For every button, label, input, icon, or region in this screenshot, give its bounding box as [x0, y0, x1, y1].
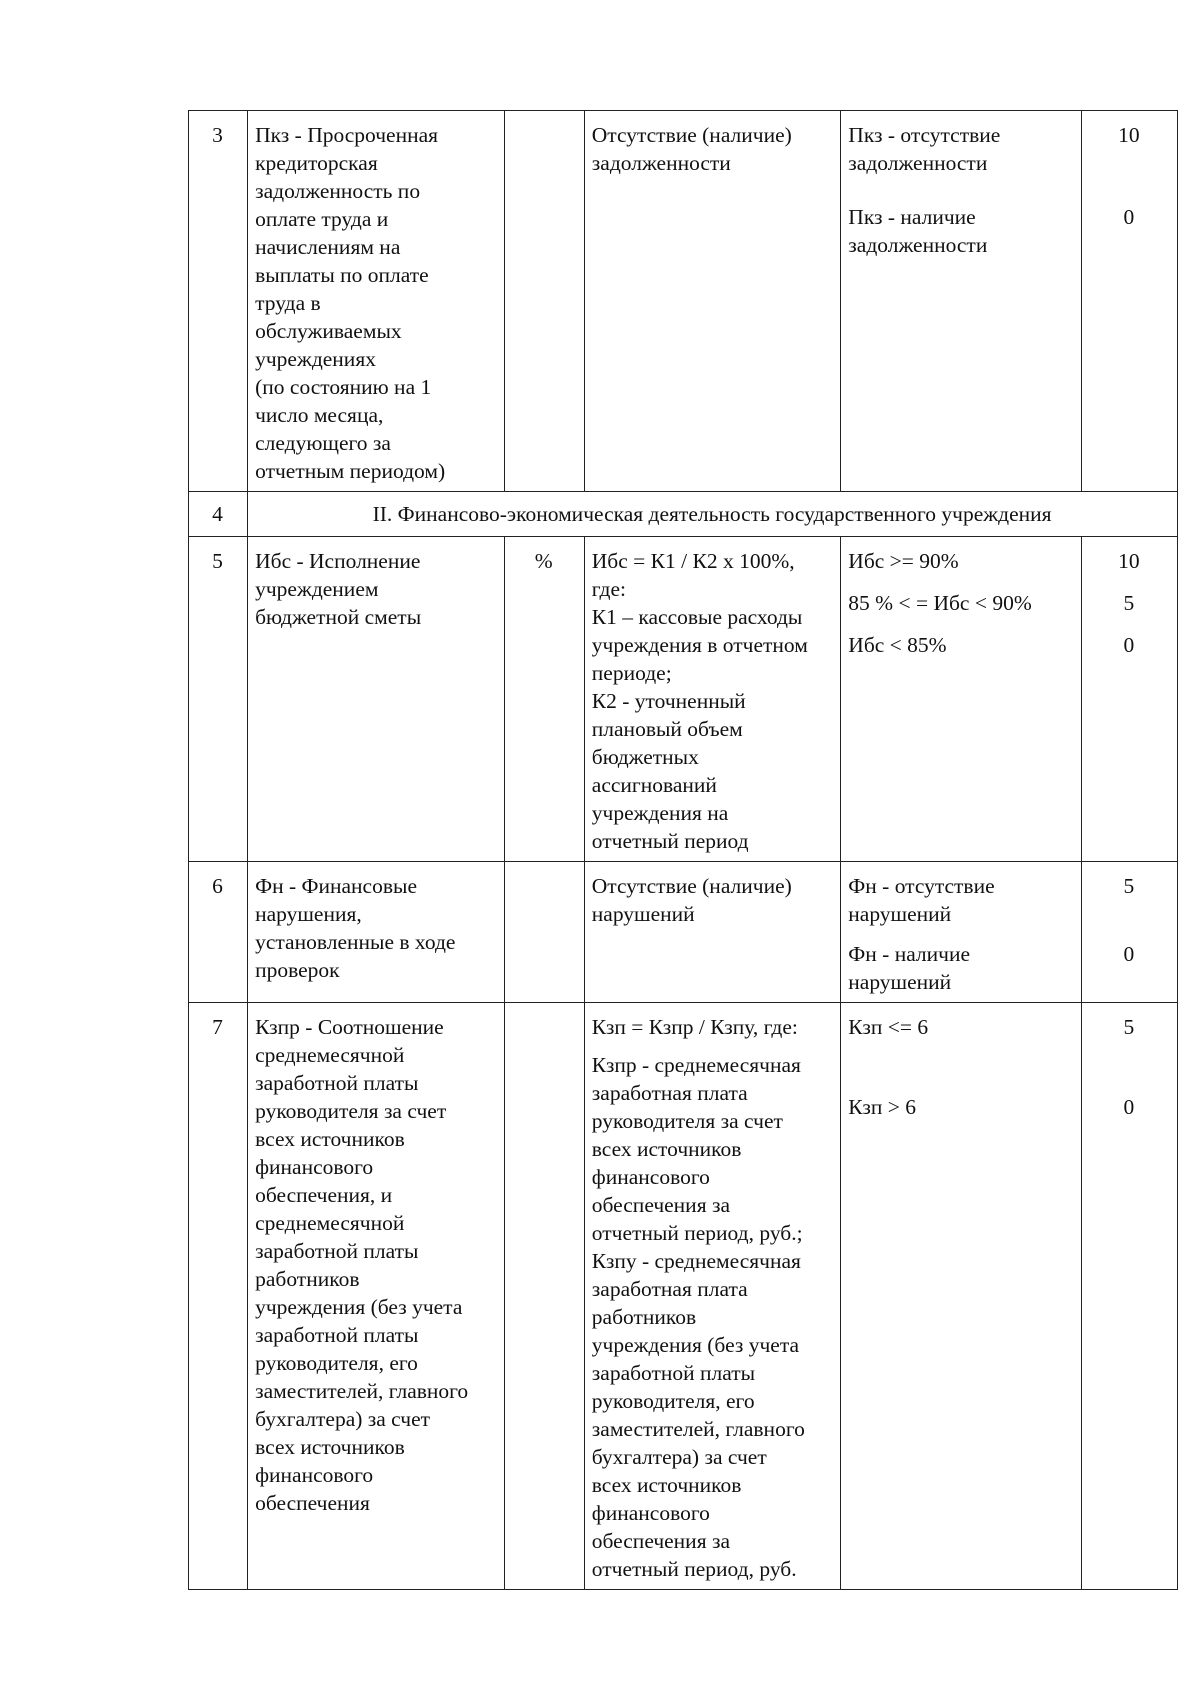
points-cell: 5 0	[1081, 1003, 1177, 1590]
formula-cell: Отсутствие (наличие) нарушений	[584, 862, 841, 1003]
row-number: 5	[189, 537, 248, 862]
unit-cell	[504, 862, 584, 1003]
formula-cell: Ибс = К1 / К2 х 100%, где: К1 – кассовые расходы учреждения в отчетном периоде; К2 - уточненный плановый объем бюджетных ассигнований учреждения на отчетный период	[584, 537, 841, 862]
table-row	[189, 537, 1178, 862]
table-row	[189, 492, 1178, 537]
criteria-cell: Кзп <= 6 Кзп > 6	[841, 1003, 1081, 1590]
points-cell: 10 5 0	[1081, 537, 1177, 862]
unit-cell	[504, 111, 584, 492]
criteria-cell: Фн - отсутствие нарушений Фн - наличие нарушений	[841, 862, 1081, 1003]
row-number: 7	[189, 1003, 248, 1590]
indicator-name: Фн - Финансовые нарушения, установленные в ходе проверок	[248, 862, 505, 1003]
criteria-cell: Ибс >= 90% 85 % < = Ибс < 90% Ибс < 85%	[841, 537, 1081, 862]
unit-cell: %	[504, 537, 584, 862]
row-number: 4	[189, 492, 248, 537]
formula-cell: Кзп = Кзпр / Кзпу, где: Кзпр - среднемесячная заработная плата руководителя за счет всех источников финансового обеспечения за отчетный период, руб.; Кзпу - среднемесячная заработная плата работников учреждения (без учета заработной платы руководителя, его заместителей, главного бухгалтера) за счет всех источников финансового обеспечения за отчетный период, руб.	[584, 1003, 841, 1590]
table-row	[189, 111, 1178, 492]
criteria-table	[188, 110, 1178, 1590]
unit-cell	[504, 1003, 584, 1590]
table-row	[189, 1003, 1178, 1590]
formula-cell: Отсутствие (наличие) задолженности	[584, 111, 841, 492]
criteria-cell: Пкз - отсутствие задолженности Пкз - наличие задолженности	[841, 111, 1081, 492]
table-row	[189, 862, 1178, 1003]
indicator-name: Пкз - Просроченная кредиторская задолженность по оплате труда и начислениям на выплаты по оплате труда в обслуживаемых учреждениях (по состоянию на 1 число месяца, следующего за отчетным периодом)	[248, 111, 505, 492]
row-number: 6	[189, 862, 248, 1003]
row-number: 3	[189, 111, 248, 492]
section-heading: II. Финансово-экономическая деятельность государственного учреждения	[248, 492, 1178, 537]
points-cell: 10 0	[1081, 111, 1177, 492]
points-cell: 5 0	[1081, 862, 1177, 1003]
indicator-name: Ибс - Исполнение учреждением бюджетной сметы	[248, 537, 505, 862]
indicator-name: Кзпр - Соотношение среднемесячной заработной платы руководителя за счет всех источников финансового обеспечения, и среднемесячной заработной платы работников учреждения (без учета заработной платы руководителя, его заместителей, главного бухгалтера) за счет всех источников финансового обеспечения	[248, 1003, 505, 1590]
